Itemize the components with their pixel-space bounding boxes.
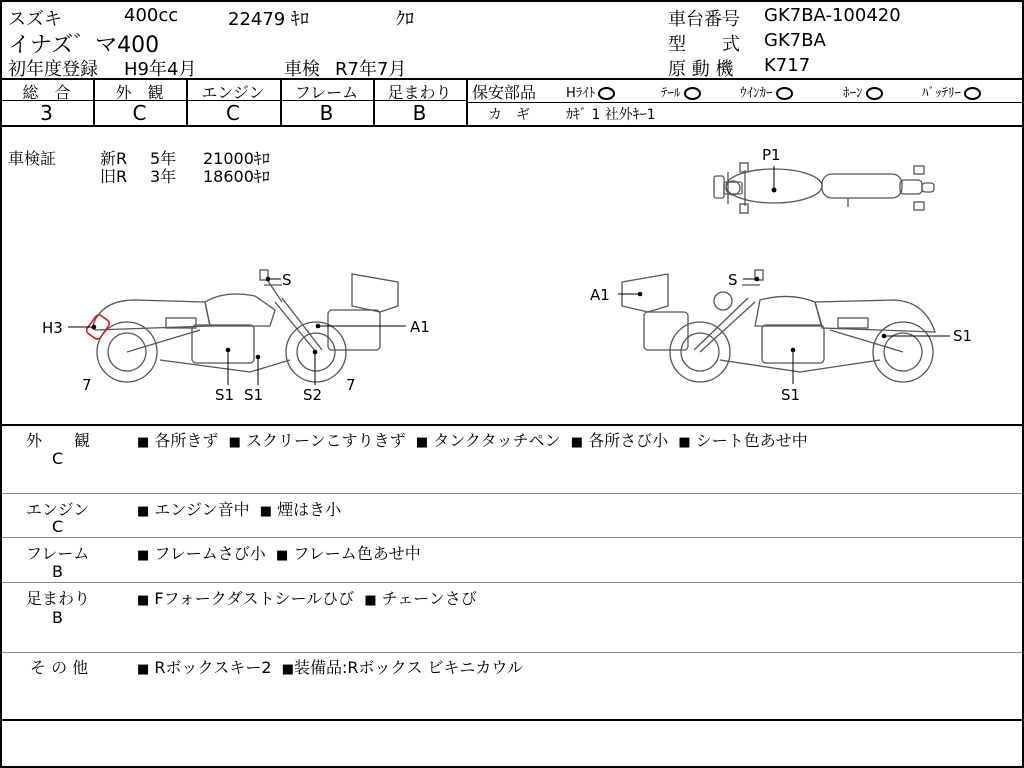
first-registration-label: 初年度登録 bbox=[8, 59, 98, 80]
ok-mark-icon bbox=[598, 87, 615, 100]
damage-point-p1 bbox=[772, 188, 777, 193]
safety-winker: ｳｲﾝｶｰ bbox=[740, 82, 793, 101]
safety-battery: ﾊﾞｯﾃﾘｰ bbox=[922, 82, 981, 101]
label-left-s: S bbox=[282, 271, 292, 289]
cert-line1-tag: 新R bbox=[100, 149, 128, 168]
engine-label: 原 動 機 bbox=[668, 59, 734, 80]
label-right-s: S bbox=[728, 271, 738, 289]
label-left-7b: 7 bbox=[346, 376, 356, 394]
maker: スズキ bbox=[8, 9, 62, 30]
cert-line2-price: 18600ｷﾛ bbox=[203, 167, 270, 186]
ok-mark-icon bbox=[964, 87, 981, 100]
grade-header-exterior: 外 観 bbox=[115, 83, 164, 102]
first-registration-value: H9年4月 bbox=[124, 59, 197, 80]
label-left-a1: A1 bbox=[410, 318, 430, 336]
remark-title-exterior: 外 観 bbox=[26, 431, 91, 450]
key-label: カ ギ bbox=[488, 107, 530, 123]
remark-notes-exterior: ■ 各所きず ■ スクリーンこすりきず ■ タンクタッチペン ■ 各所さび小 ■ シート色あせ中 bbox=[137, 431, 808, 450]
label-left-7a: 7 bbox=[82, 376, 92, 394]
cert-line1-year: 5年 bbox=[150, 149, 177, 168]
grade-value-frame: B bbox=[319, 101, 334, 125]
remark-notes-other: ■ Rボックスキー2 ■装備品:Rボックス ビキニカウル bbox=[137, 658, 523, 677]
grade-value-suspension: B bbox=[412, 101, 427, 125]
grade-value-engine: C bbox=[226, 101, 240, 125]
inspection-value: R7年7月 bbox=[335, 59, 407, 80]
remark-grade-suspension: B bbox=[52, 608, 63, 627]
key-value: ｶｷﾞ 1 社外ｷｰ1 bbox=[566, 107, 656, 123]
grade-header-suspension: 足まわり bbox=[387, 83, 452, 102]
displacement: 400cc bbox=[124, 5, 179, 26]
model-label: 型 式 bbox=[668, 34, 740, 55]
remark-title-engine: エンジン bbox=[26, 500, 90, 519]
safety-headlight: Hﾗｲﾄ bbox=[566, 82, 615, 101]
mileage: 22479 ｷﾛ bbox=[228, 9, 309, 30]
cert-label: 車検証 bbox=[8, 149, 57, 168]
label-right-a1: A1 bbox=[590, 286, 610, 304]
remark-notes-engine: ■ エンジン音中 ■ 煙はき小 bbox=[137, 500, 342, 519]
cert-line2-tag: 旧R bbox=[100, 167, 128, 186]
ok-mark-icon bbox=[776, 87, 793, 100]
frame-number-value: GK7BA-100420 bbox=[764, 5, 901, 26]
inspection-label: 車検 bbox=[284, 59, 320, 80]
motorcycle-right-view bbox=[622, 270, 935, 382]
grade-header-overall: 総 合 bbox=[22, 83, 71, 102]
remark-grade-engine: C bbox=[52, 517, 64, 536]
label-left-s1b: S1 bbox=[244, 386, 264, 404]
safety-taillight: ﾃｰﾙ bbox=[661, 82, 701, 101]
ok-mark-icon bbox=[866, 87, 883, 100]
label-right-s1-rear: S1 bbox=[953, 327, 973, 345]
cert-line1-price: 21000ｷﾛ bbox=[203, 149, 270, 168]
label-right-s1-engine: S1 bbox=[781, 386, 801, 404]
remark-title-other: そ の 他 bbox=[30, 658, 89, 677]
ok-mark-icon bbox=[684, 87, 701, 100]
engine-value: K717 bbox=[764, 55, 811, 76]
label-top-p1: P1 bbox=[762, 146, 781, 164]
safety-label: 保安部品 bbox=[472, 83, 537, 102]
grade-value-overall: 3 bbox=[40, 101, 53, 125]
label-left-s1a: S1 bbox=[215, 386, 235, 404]
label-left-h3: H3 bbox=[42, 319, 63, 337]
color: ｸﾛ bbox=[396, 9, 414, 30]
damage-diagram bbox=[0, 126, 1024, 424]
remark-grade-exterior: C bbox=[52, 449, 64, 468]
frame-number-label: 車台番号 bbox=[668, 9, 740, 30]
remark-title-frame: フレーム bbox=[26, 544, 90, 563]
remark-title-suspension: 足まわり bbox=[26, 589, 91, 608]
model-value: GK7BA bbox=[764, 30, 826, 51]
motorcycle-top-view bbox=[714, 163, 934, 213]
model-name: イナズ゛マ400 bbox=[8, 33, 160, 58]
grade-value-exterior: C bbox=[132, 101, 147, 125]
remark-grade-frame: B bbox=[52, 562, 63, 581]
grade-header-frame: フレーム bbox=[294, 83, 359, 102]
cert-line2-year: 3年 bbox=[150, 167, 177, 186]
grade-header-engine: エンジン bbox=[201, 83, 265, 102]
label-left-s2: S2 bbox=[303, 386, 323, 404]
remark-notes-frame: ■ フレームさび小 ■ フレーム色あせ中 bbox=[137, 544, 421, 563]
safety-horn: ﾎｰﾝ bbox=[843, 82, 883, 101]
remark-notes-suspension: ■ Fフォークダストシールひび ■ チェーンさび bbox=[137, 589, 477, 608]
